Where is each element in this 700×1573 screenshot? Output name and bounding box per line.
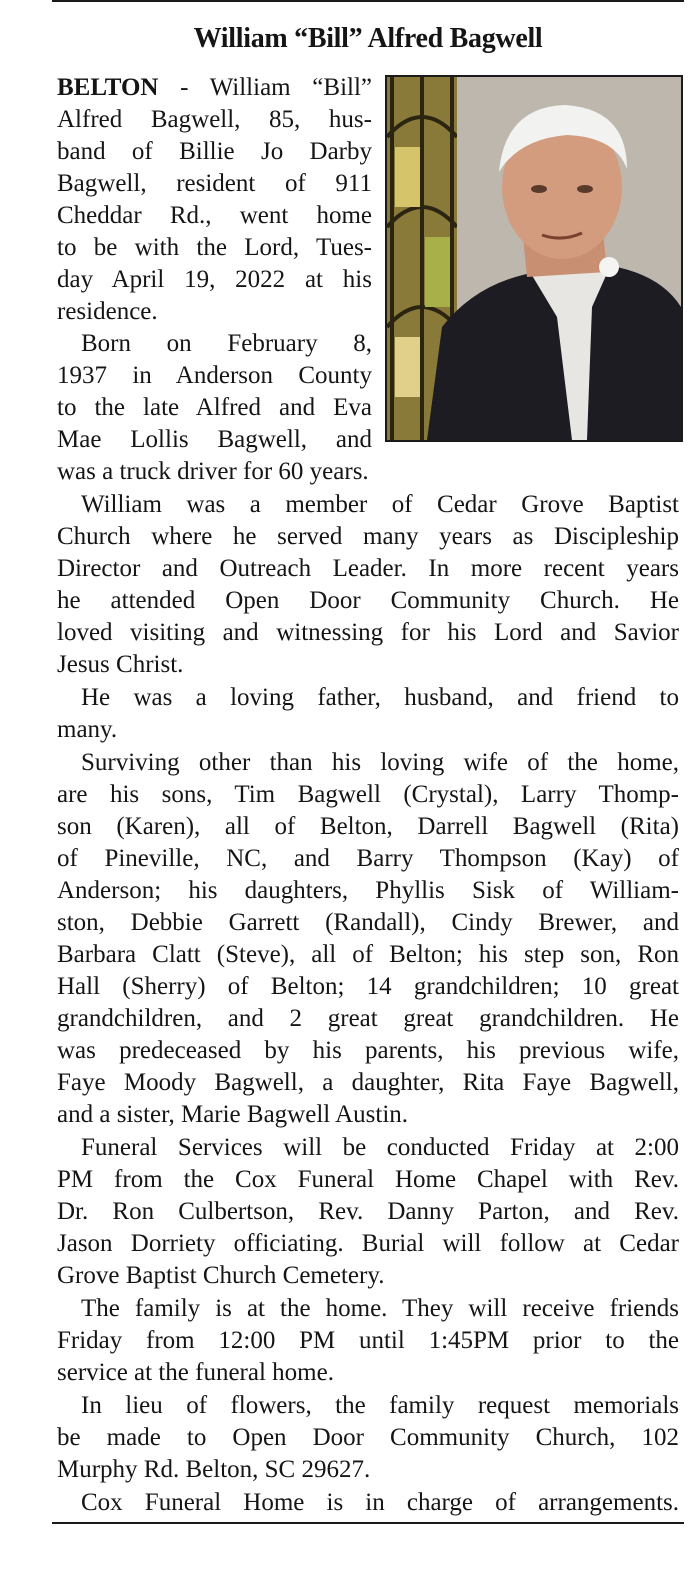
obituary-title: William “Bill” Alfred Bagwell <box>193 23 543 54</box>
text-line: Director and Outreach Leader. In more recent years <box>57 555 679 582</box>
text-line: Cheddar Rd., went home <box>57 202 372 229</box>
text-line: Jason Dorriety officiating. Burial will follow at Cedar <box>57 1230 679 1257</box>
text-line: son (Karen), all of Belton, Darrell Bagwell (Rita) <box>57 813 679 840</box>
text-line: be made to Open Door Community Church, 102 <box>57 1424 679 1451</box>
text-line: Church where he served many years as Discipleship <box>57 523 679 550</box>
bottom-rule <box>52 1522 684 1524</box>
text-line: he attended Open Door Community Church. He <box>57 587 679 614</box>
text-line: to the late Alfred and Eva <box>57 394 372 421</box>
text-line: Mae Lollis Bagwell, and <box>57 426 372 453</box>
text-line: to be with the Lord, Tues- <box>57 234 372 261</box>
text-line: He was a loving father, husband, and friend to <box>81 684 679 711</box>
dateline: BELTON <box>57 74 159 101</box>
text-line: loved visiting and witnessing for his Lord and Savior <box>57 619 679 646</box>
text-line: was a truck driver for 60 years. <box>57 458 369 485</box>
text-line: William was a member of Cedar Grove Baptist <box>81 491 679 518</box>
text-line: Anderson; his daughters, Phyllis Sisk of William- <box>57 877 679 904</box>
text-line: band of Billie Jo Darby <box>57 138 372 165</box>
text-line: was predeceased by his parents, his previous wife, <box>57 1037 679 1064</box>
text-line: Barbara Clatt (Steve), all of Belton; his step son, Ron <box>57 941 679 968</box>
text-line: Faye Moody Bagwell, a daughter, Rita Faye Bagwell, <box>57 1069 679 1096</box>
text-line: Murphy Rd. Belton, SC 29627. <box>57 1456 371 1483</box>
top-rule <box>52 0 684 2</box>
text-line: The family is at the home. They will receive friends <box>81 1295 679 1322</box>
text-line: residence. <box>57 298 158 325</box>
text-line: Bagwell, resident of 911 <box>57 170 372 197</box>
text-line: grandchildren, and 2 great great grandchildren. He <box>57 1005 679 1032</box>
text-line: BELTON - William “Bill” <box>57 74 372 101</box>
text-line: Jesus Christ. <box>57 651 184 678</box>
text-line: Cox Funeral Home is in charge of arrangements. <box>81 1489 679 1516</box>
text-line: Friday from 12:00 PM until 1:45PM prior to the <box>57 1327 679 1354</box>
portrait-photo-icon <box>385 75 683 442</box>
text-line: Dr. Ron Culbertson, Rev. Danny Parton, and Rev. <box>57 1198 679 1225</box>
text-line: In lieu of flowers, the family request memorials <box>81 1392 679 1419</box>
text-line: are his sons, Tim Bagwell (Crystal), Larry Thomp- <box>57 781 679 808</box>
text-line: 1937 in Anderson County <box>57 362 372 389</box>
text-line: day April 19, 2022 at his <box>57 266 372 293</box>
text-line: service at the funeral home. <box>57 1359 334 1386</box>
text-line: many. <box>57 716 118 743</box>
text-line: PM from the Cox Funeral Home Chapel with Rev. <box>57 1166 679 1193</box>
text-line: Funeral Services will be conducted Friday at 2:00 <box>81 1134 679 1161</box>
text-line: of Pineville, NC, and Barry Thompson (Kay) of <box>57 845 679 872</box>
text-line: Hall (Sherry) of Belton; 14 grandchildren; 10 great <box>57 973 679 1000</box>
text-line: Surviving other than his loving wife of the home, <box>81 749 679 776</box>
text-line: ston, Debbie Garrett (Randall), Cindy Brewer, and <box>57 909 679 936</box>
text-line: Born on February 8, <box>81 330 372 357</box>
text-line: and a sister, Marie Bagwell Austin. <box>57 1101 409 1128</box>
text-line: Grove Baptist Church Cemetery. <box>57 1262 385 1289</box>
text-line: Alfred Bagwell, 85, hus- <box>57 106 372 133</box>
